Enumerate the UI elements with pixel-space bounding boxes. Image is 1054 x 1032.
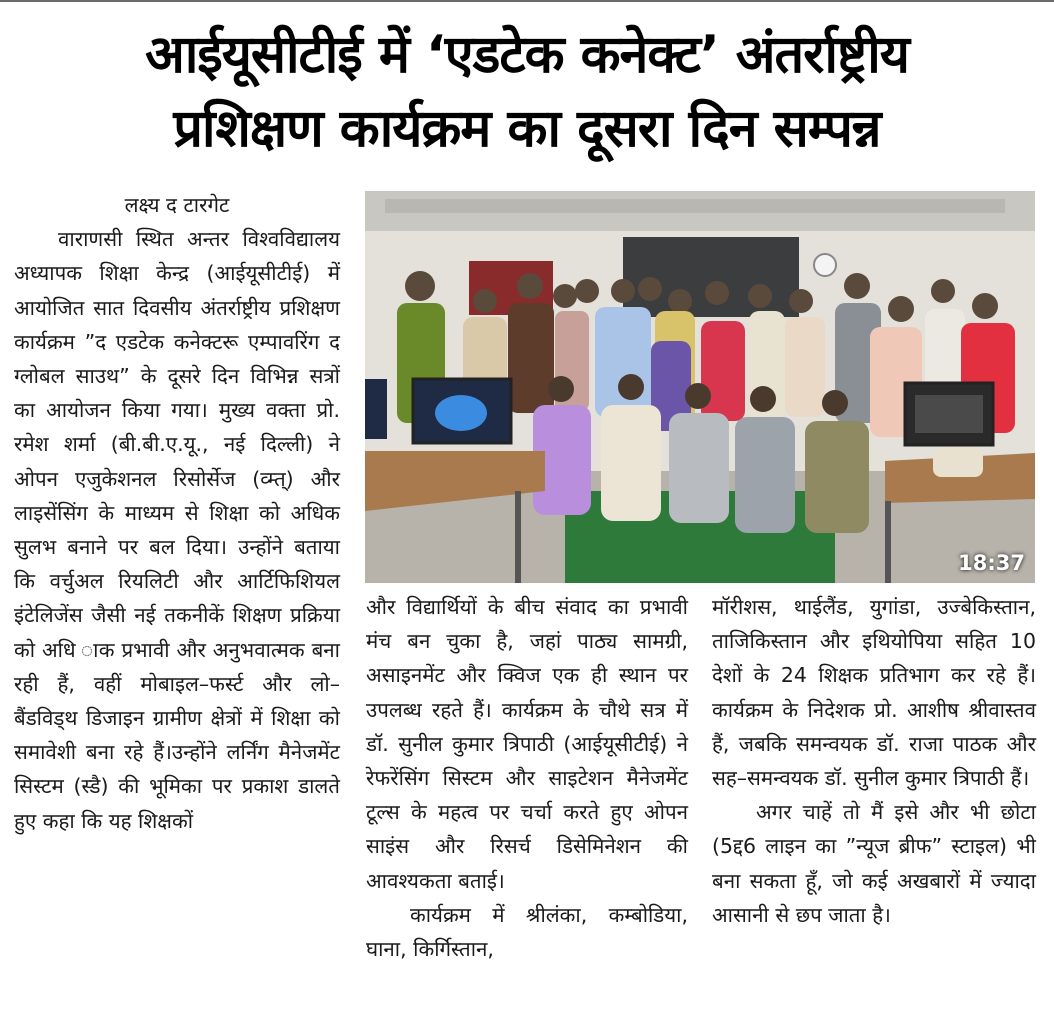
column-3-paragraph-2: अगर चाहें तो मैं इसे और भी छोटा (5द्द6 लाइन का ”न्यूज ब्रीफ” स्टाइल) भी बना सकता हूँ, जो कई अखबारों में ज्यादा आसानी से छप जाता है। <box>712 800 1036 927</box>
top-rule <box>0 0 1054 2</box>
column-3-paragraph-1: मॉरीशस, थाईलैंड, युगांडा, उज्बेकिस्तान, ताजिकिस्तान और इथियोपिया सहित 10 देशों के 24 शिक्षक प्रतिभाग कर रहे हैं। कार्यक्रम के निदेशक प्रो. आशीष श्रीवास्तव हैं, जबकि समन्वयक डॉ. राजा पाठक और सह–समन्वयक डॉ. सुनील कुमार त्रिपाठी हैं। <box>712 595 1036 791</box>
column-2-paragraph-1: और विद्यार्थियों के बीच संवाद का प्रभावी मंच बन चुका है, जहां पाठ्य सामग्री, असाइनमेंट और क्विज एक ही स्थान पर उपलब्ध रहते हैं। कार्यक्रम के चौथे सत्र में डॉ. सुनील कुमार त्रिपाठी (आईयूसीटीई) ने रेफरेंसिंग सिस्टम और साइटेशन मैनेजमेंट टूल्स के महत्व पर चर्चा करते हुए ओपन साइंस और रिसर्च डिसेमिनेशन की आवश्यकता बताई। <box>366 595 688 893</box>
article-column-3 <box>712 590 1036 932</box>
event-photo[interactable] <box>365 191 1035 583</box>
column-1-paragraph: वाराणसी स्थित अन्तर विश्वविद्यालय अध्यापक शिक्षा केन्द्र (आईयूसीटीई) में आयोजित सात दिवसीय अंतर्राष्ट्रीय प्रशिक्षण कार्यक्रम ”द एडटेक कनेक्टरू एम्पावरिंग द ग्लोबल साउथ” के दूसरे दिन विभिन्न सत्रों का आयोजन किया गया। मुख्य वक्ता प्रो. रमेश शर्मा (बी.बी.ए.यू., नई दिल्ली) ने ओपन एजुकेशनल रिसोर्सेज (व्म्त्) और लाइसेंसिंग के माध्यम से शिक्षा को अधिक सुलभ बनाने पर बल दिया। उन्होंने बताया कि वर्चुअल रियलिटी और आर्टिफिशियल इंटेलिजेंस जैसी नई तकनीकें शिक्षण प्रक्रिया को अधि ाक प्रभावी और अनुभवात्मक बना रही हैं, वहीं मोबाइल–फर्स्ट और लो–बैंडविड्थ डिजाइन ग्रामीण क्षेत्रों में शिक्षा को समावेशी बना रहे हैं।उन्होंने लर्निंग मैनेजमेंट सिस्टम (स्डै) की भूमिका पर प्रकाश डालते हुए कहा कि यह शिक्षकों <box>14 227 340 833</box>
article-column-2 <box>366 590 688 966</box>
headline-line-2: प्रशिक्षण कार्यक्रम का दूसरा दिन सम्पन्न <box>173 99 881 159</box>
video-duration-badge: 18:37 <box>958 551 1025 575</box>
group-photo-illustration <box>365 191 1035 583</box>
column-2-paragraph-2: कार्यक्रम में श्रीलंका, कम्बोडिया, घाना, किर्गिस्तान, <box>366 902 688 962</box>
headline-line-1: आईयूसीटीई में ‘एडटेक कनेक्ट’ अंतर्राष्ट्रीय <box>145 25 909 85</box>
article-column-1 <box>14 188 340 838</box>
headline <box>0 18 1054 166</box>
byline: लक्ष्य द टारगेट <box>124 193 230 217</box>
